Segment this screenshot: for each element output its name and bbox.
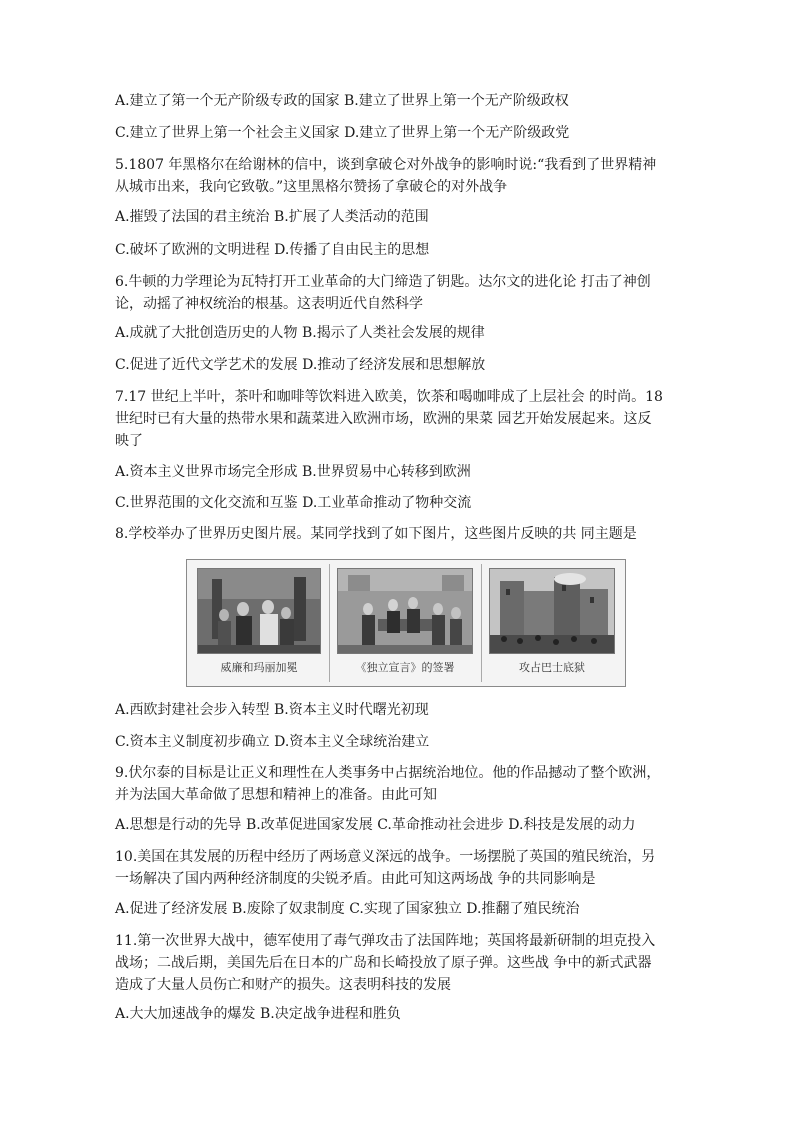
q5-options-ab: A.摧毁了法国的君主统治 B.扩展了人类活动的范围 xyxy=(115,209,429,225)
caption-coronation: 威廉和玛丽加冕 xyxy=(220,661,298,674)
caption-declaration: 《独立宣言》的签署 xyxy=(355,661,455,674)
q10-options: A.促进了经济发展 B.废除了奴隶制度 C.实现了国家独立 D.推翻了殖民统治 xyxy=(115,901,580,917)
q10-stem-line2: 一场解决了国内两种经济制度的尖锐矛盾。由此可知这两场战 争的共同影响是 xyxy=(115,871,596,887)
q8-options-cd: C.资本主义制度初步确立 D.资本主义全球统治建立 xyxy=(115,734,430,750)
q4-options-ab: A.建立了第一个无产阶级专政的国家 B.建立了世界上第一个无产阶级政权 xyxy=(115,93,569,109)
q5-stem-line2: 从城市出来，我向它致敬。”这里黑格尔赞扬了拿破仑的对外战争 xyxy=(115,179,508,195)
declaration-signing-image xyxy=(337,568,473,654)
q11-stem-line3: 造成了大量人员伤亡和财产的损失。这表明科技的发展 xyxy=(115,977,451,993)
q6-stem-line2: 论，动摇了神权统治的根基。这表明近代自然科学 xyxy=(115,296,423,312)
q7-stem-line2: 世纪时已有大量的热带水果和蔬菜进入欧洲市场，欧洲的果菜 园艺开始发展起来。这反 xyxy=(115,411,652,427)
q10-stem-line1: 10.美国在其发展的历程中经历了两场意义深远的战争。一场摆脱了英国的殖民统治，另 xyxy=(115,849,656,865)
q7-stem-line3: 映了 xyxy=(115,433,143,449)
q9-options: A.思想是行动的先导 B.改革促进国家发展 C.革命推动社会进步 D.科技是发展的动力 xyxy=(115,817,636,833)
q11-stem-line1: 11.第一次世界大战中，德军使用了毒气弹攻击了法国阵地；英国将最新研制的坦克投入 xyxy=(115,933,656,949)
caption-bastille: 攻占巴士底狱 xyxy=(519,661,585,674)
q11-stem-line2: 战场；二战后期，美国先后在日本的广岛和长崎投放了原子弹。这些战 争中的新式武器 xyxy=(115,955,652,971)
q8-stem: 8.学校举办了世界历史图片展。某同学找到了如下图片，这些图片反映的共 同主题是 xyxy=(115,526,637,542)
bastille-storming-image xyxy=(489,568,615,654)
q7-options-cd: C.世界范围的文化交流和互鉴 D.工业革命推动了物种交流 xyxy=(115,495,472,511)
q6-stem-line1: 6.牛顿的力学理论为瓦特打开工业革命的大门缔造了钥匙。达尔文的进化论 打击了神创 xyxy=(115,274,651,290)
q8-options-ab: A.西欧封建社会步入转型 B.资本主义时代曙光初现 xyxy=(115,702,429,718)
q7-stem-line1: 7.17 世纪上半叶，茶叶和咖啡等饮料进入欧美，饮茶和喝咖啡成了上层社会 的时尚。18 xyxy=(115,389,663,405)
q6-options-cd: C.促进了近代文学艺术的发展 D.推动了经济发展和思想解放 xyxy=(115,357,486,373)
q5-options-cd: C.破坏了欧洲的文明进程 D.传播了自由民主的思想 xyxy=(115,242,430,258)
history-images-figure xyxy=(186,559,626,687)
q6-options-ab: A.成就了大批创造历史的人物 B.揭示了人类社会发展的规律 xyxy=(115,325,485,341)
q11-options-ab: A.大大加速战争的爆发 B.决定战争进程和胜负 xyxy=(115,1006,401,1022)
q9-stem-line2: 并为法国大革命做了思想和精神上的准备。由此可知 xyxy=(115,787,437,803)
q5-stem-line1: 5.1807 年黑格尔在给谢林的信中，谈到拿破仑对外战争的影响时说:“我看到了世界精神 xyxy=(115,157,657,173)
q4-options-cd: C.建立了世界上第一个社会主义国家 D.建立了世界上第一个无产阶级政党 xyxy=(115,125,570,141)
q9-stem-line1: 9.伏尔泰的目标是让正义和理性在人类事务中占据统治地位。他的作品撼动了整个欧洲， xyxy=(115,765,661,781)
coronation-image xyxy=(197,568,321,654)
q7-options-ab: A.资本主义世界市场完全形成 B.世界贸易中心转移到欧洲 xyxy=(115,464,471,480)
